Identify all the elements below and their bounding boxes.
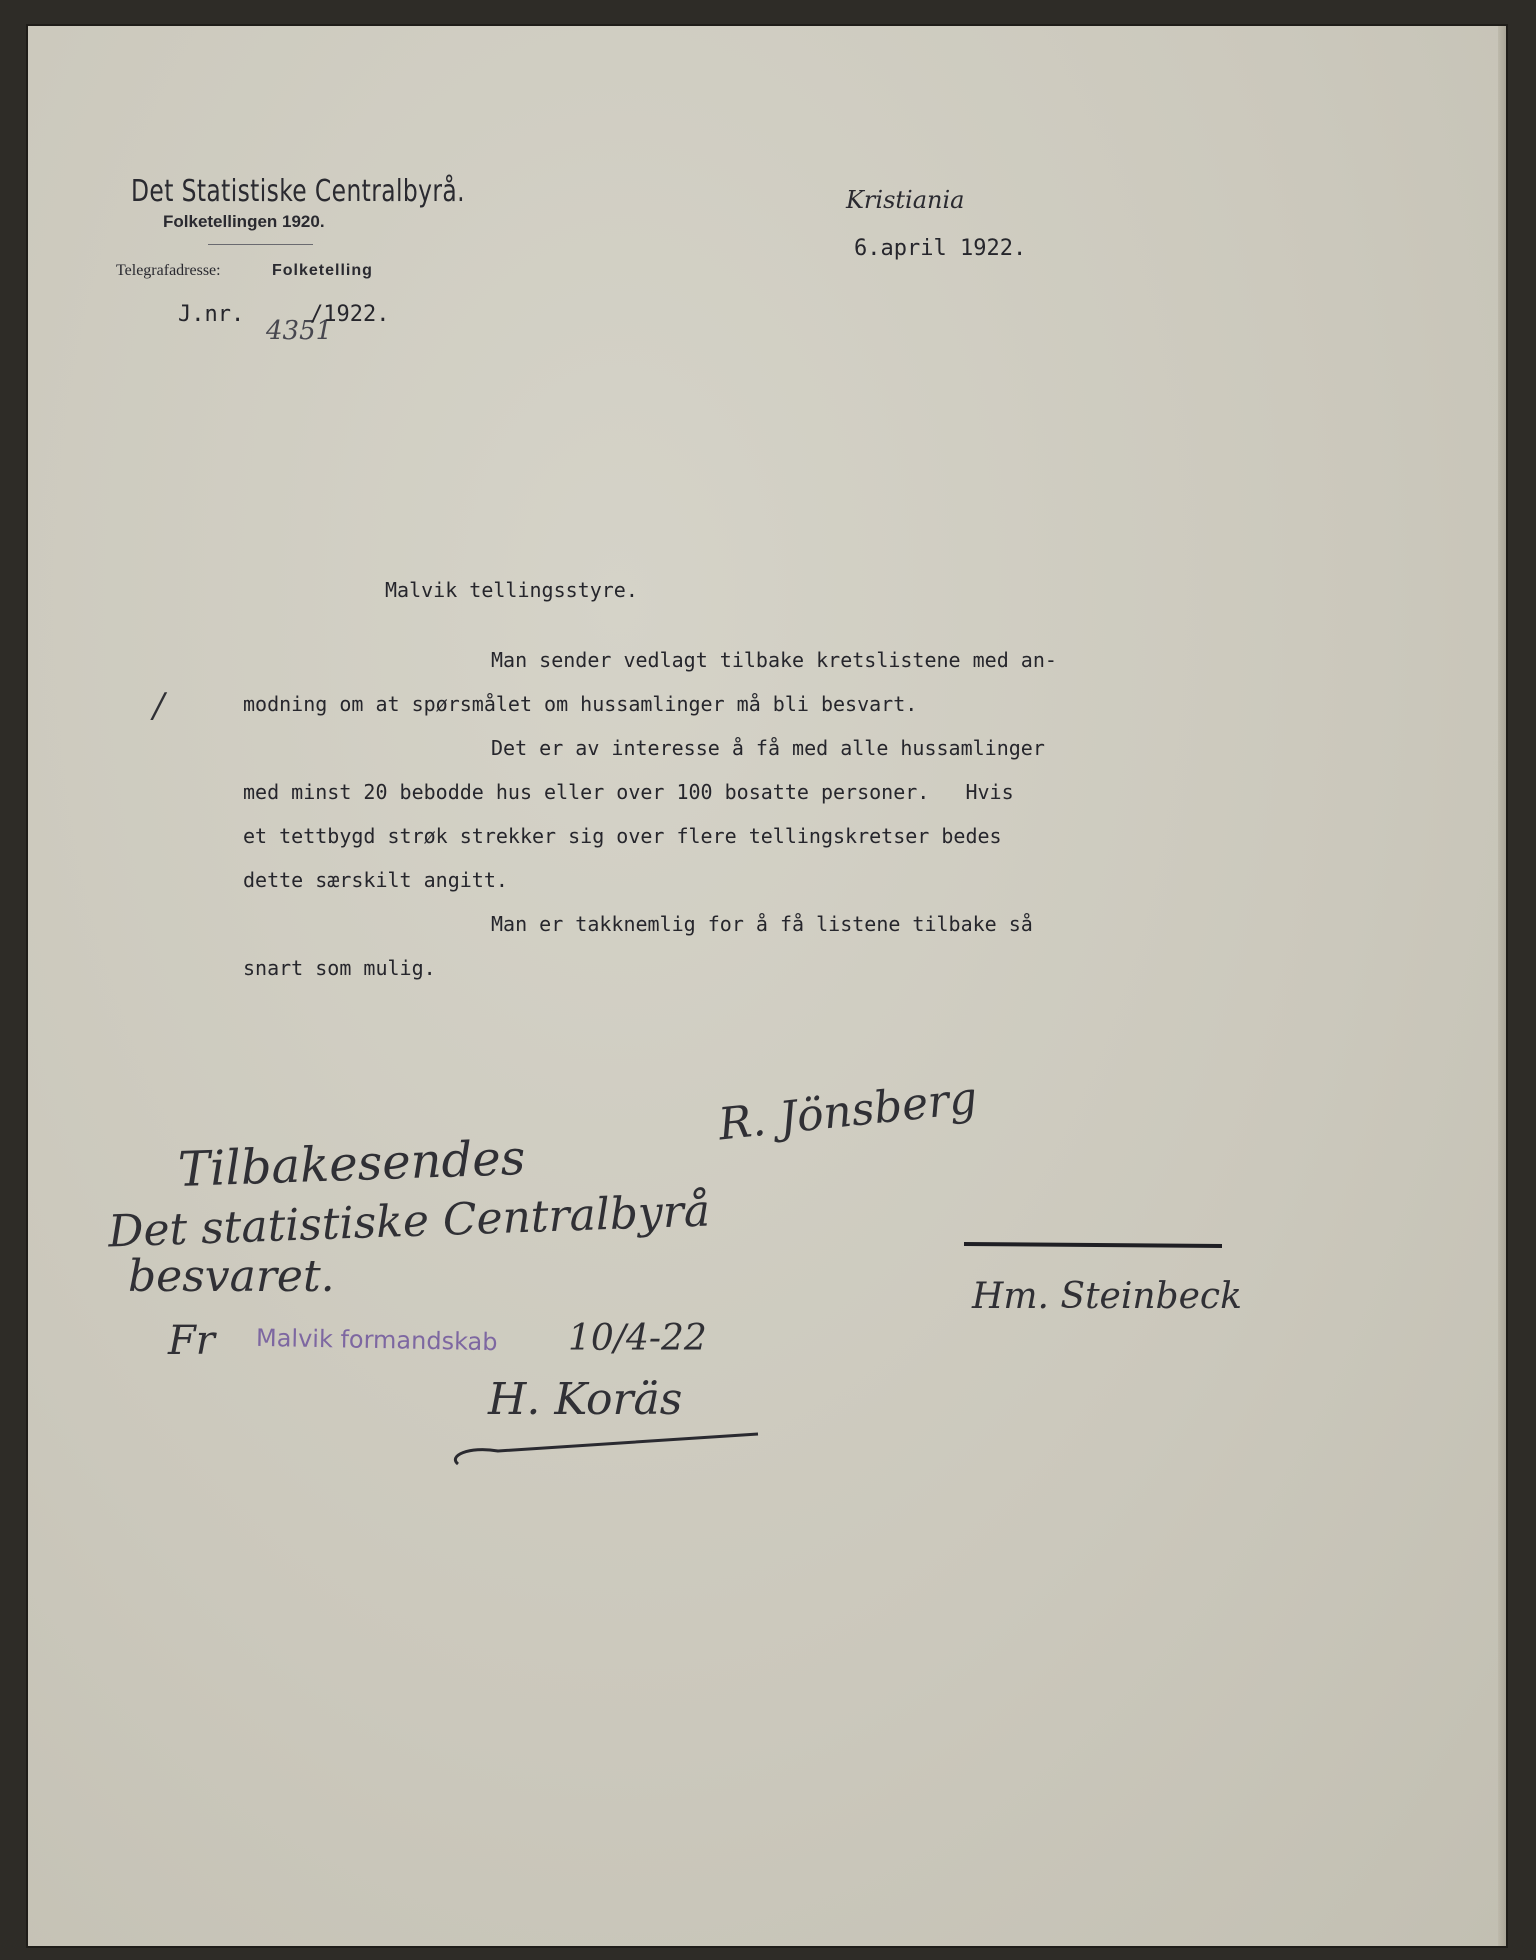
note-from: Fr bbox=[168, 1318, 215, 1364]
place-name: Kristiania bbox=[846, 186, 965, 214]
body-line-8: snart som mulig. bbox=[243, 956, 436, 980]
note-date: 10/4-22 bbox=[568, 1318, 707, 1359]
note-line-3: besvaret. bbox=[128, 1251, 335, 1302]
page-edge bbox=[1498, 26, 1506, 1946]
letterhead-org: Det Statistiske Centralbyrå. bbox=[131, 174, 465, 209]
body-line-5: et tettbygd strøk strekker sig over flere tellingskretser bedes bbox=[243, 824, 1002, 848]
telegraph-label: Telegrafadresse: bbox=[116, 262, 221, 279]
letterhead-subtitle: Folketellingen 1920. bbox=[163, 212, 325, 231]
letter-date: 6.april 1922. bbox=[854, 236, 1027, 261]
body-line-6: dette særskilt angitt. bbox=[243, 868, 508, 892]
body-line-1: Man sender vedlagt tilbake kretslistene med an- bbox=[491, 648, 1057, 672]
body-line-3: Det er av interesse å få med alle hussamlinger bbox=[491, 736, 1045, 760]
margin-mark: / bbox=[153, 686, 165, 726]
recipient: Malvik tellingsstyre. bbox=[385, 578, 638, 602]
municipal-stamp: Malvik formandskab bbox=[255, 1323, 498, 1357]
signature-primary: R. Jönsberg bbox=[716, 1072, 980, 1151]
signature-rule bbox=[964, 1236, 1224, 1256]
journal-prefix: J.nr. bbox=[178, 302, 245, 327]
journal-number: 4351 bbox=[266, 316, 333, 346]
body-line-2: modning om at spørsmålet om hussamlinger må bli besvart. bbox=[243, 692, 918, 716]
signer-flourish bbox=[438, 1406, 768, 1476]
letter-page bbox=[28, 26, 1506, 1946]
body-line-4: med minst 20 bebodde hus eller over 100 bosatte personer. Hvis bbox=[243, 780, 1014, 804]
note-signer: H. Koräs bbox=[488, 1374, 683, 1425]
body-line-7: Man er takknemlig for å få listene tilbake så bbox=[491, 912, 1033, 936]
telegraph-address: Folketelling bbox=[272, 262, 373, 279]
signature-secondary: Hm. Steinbeck bbox=[972, 1276, 1242, 1317]
note-line-1: Tilbakesendes bbox=[177, 1129, 527, 1199]
letterhead-rule bbox=[208, 244, 313, 245]
note-line-2: Det statistiske Centralbyrå bbox=[107, 1185, 711, 1258]
journal-suffix: /1922. bbox=[310, 302, 390, 327]
